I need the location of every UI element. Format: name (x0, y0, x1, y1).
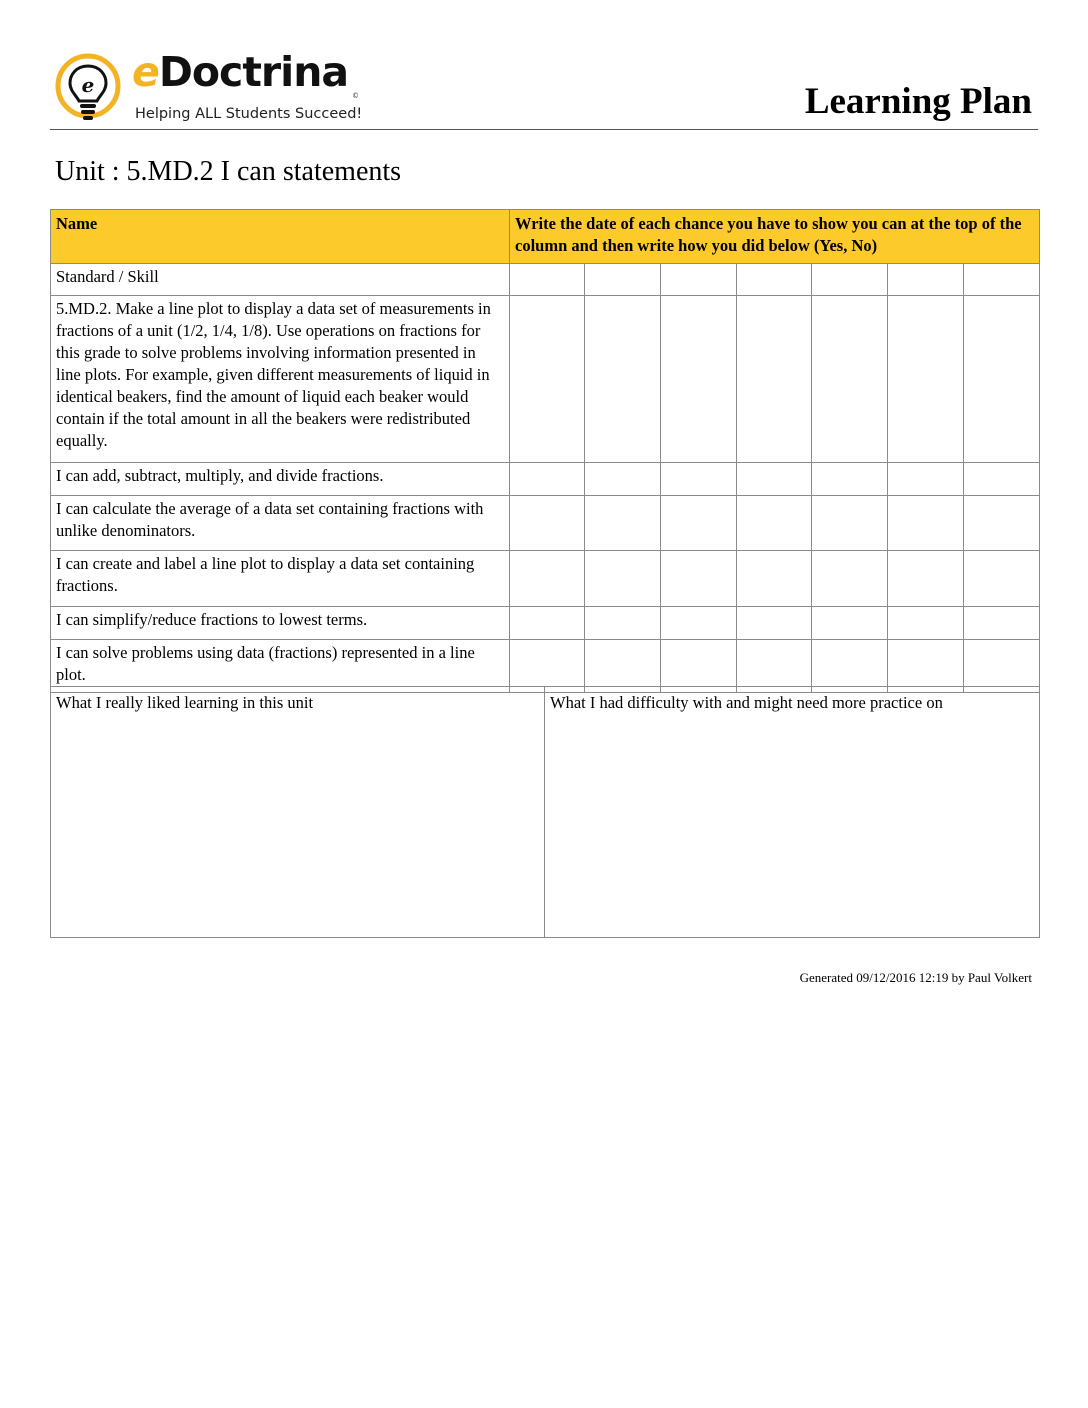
brand-name: eDoctrina (132, 48, 349, 96)
result-cell[interactable] (585, 607, 661, 640)
result-cell[interactable] (812, 496, 888, 551)
result-cell[interactable] (737, 296, 812, 463)
result-cell[interactable] (812, 640, 888, 693)
reflection-table (50, 686, 1040, 938)
result-cell[interactable] (964, 296, 1040, 463)
skill-cell: I can calculate the average of a data set containing fractions with unlike denominators. (51, 496, 510, 551)
difficulty-box[interactable] (545, 687, 1040, 938)
date-cell[interactable] (812, 264, 888, 296)
table-row (51, 640, 1040, 693)
table-row (51, 551, 1040, 607)
skill-cell: I can add, subtract, multiply, and divide fractions. (51, 463, 510, 496)
result-cell[interactable] (964, 551, 1040, 607)
result-cell[interactable] (661, 463, 737, 496)
result-cell[interactable] (737, 496, 812, 551)
date-cell[interactable] (737, 264, 812, 296)
document-title: Learning Plan (804, 81, 1032, 122)
result-cell[interactable] (888, 496, 964, 551)
generated-footer: Generated 09/12/2016 12:19 by Paul Volkert (799, 970, 1032, 985)
instructions-cell: Write the date of each chance you have to show you can at the top of the column and then write how you did below (Yes, No) (510, 210, 1040, 264)
result-cell[interactable] (585, 551, 661, 607)
result-cell[interactable] (737, 607, 812, 640)
result-cell[interactable] (888, 463, 964, 496)
result-cell[interactable] (510, 551, 585, 607)
skill-header-cell: Standard / Skill (51, 264, 510, 296)
result-cell[interactable] (661, 607, 737, 640)
date-cell[interactable] (964, 264, 1040, 296)
result-cell[interactable] (964, 496, 1040, 551)
result-cell[interactable] (585, 640, 661, 693)
skills-table (50, 209, 1040, 693)
result-cell[interactable] (888, 296, 964, 463)
result-cell[interactable] (964, 640, 1040, 693)
result-cell[interactable] (812, 296, 888, 463)
result-cell[interactable] (812, 551, 888, 607)
result-cell[interactable] (888, 551, 964, 607)
result-cell[interactable] (510, 640, 585, 693)
result-cell[interactable] (661, 496, 737, 551)
result-cell[interactable] (510, 607, 585, 640)
liked-learning-label: What I really liked learning in this unit (56, 693, 314, 712)
trademark-mark: © (352, 92, 359, 100)
date-cell[interactable] (585, 264, 661, 296)
result-cell[interactable] (510, 463, 585, 496)
result-cell[interactable] (737, 640, 812, 693)
table-row (51, 463, 1040, 496)
result-cell[interactable] (737, 551, 812, 607)
table-header-row (51, 210, 1040, 264)
result-cell[interactable] (510, 296, 585, 463)
skill-cell: 5.MD.2. Make a line plot to display a data set of measurements in fractions of a unit (1/2, 1/4, 1/8). Use operations on fractions for this grade to solve problems involving information presented in line plots. For example, given different measurements of liquid in identical beakers, find the amount of liquid each beaker would contain if the total amount in all the beakers were redistributed equally. (51, 296, 510, 463)
skill-cell: I can solve problems using data (fractions) represented in a line plot. (51, 640, 510, 693)
name-label: Name (51, 210, 510, 264)
page-header (50, 50, 1038, 130)
table-row (51, 496, 1040, 551)
date-cell[interactable] (510, 264, 585, 296)
edoctrina-logo (54, 48, 374, 128)
table-row (51, 296, 1040, 463)
result-cell[interactable] (661, 640, 737, 693)
result-cell[interactable] (888, 640, 964, 693)
result-cell[interactable] (585, 463, 661, 496)
result-cell[interactable] (812, 607, 888, 640)
result-cell[interactable] (737, 463, 812, 496)
result-cell[interactable] (585, 496, 661, 551)
result-cell[interactable] (661, 551, 737, 607)
result-cell[interactable] (510, 496, 585, 551)
result-cell[interactable] (888, 607, 964, 640)
brand-tagline: Helping ALL Students Succeed! (135, 106, 363, 122)
table-row (51, 264, 1040, 296)
skill-cell: I can simplify/reduce fractions to lowest terms. (51, 607, 510, 640)
difficulty-label: What I had difficulty with and might need more practice on (550, 693, 943, 712)
result-cell[interactable] (812, 463, 888, 496)
result-cell[interactable] (964, 463, 1040, 496)
result-cell[interactable] (964, 607, 1040, 640)
result-cell[interactable] (661, 296, 737, 463)
date-cell[interactable] (888, 264, 964, 296)
table-row (51, 607, 1040, 640)
svg-text:e: e (81, 73, 95, 97)
header-divider (50, 129, 1038, 130)
lightbulb-icon (54, 52, 130, 128)
unit-title: Unit : 5.MD.2 I can statements (55, 156, 402, 187)
skill-cell: I can create and label a line plot to display a data set containing fractions. (51, 551, 510, 607)
date-cell[interactable] (661, 264, 737, 296)
result-cell[interactable] (585, 296, 661, 463)
liked-learning-box[interactable] (51, 687, 545, 938)
